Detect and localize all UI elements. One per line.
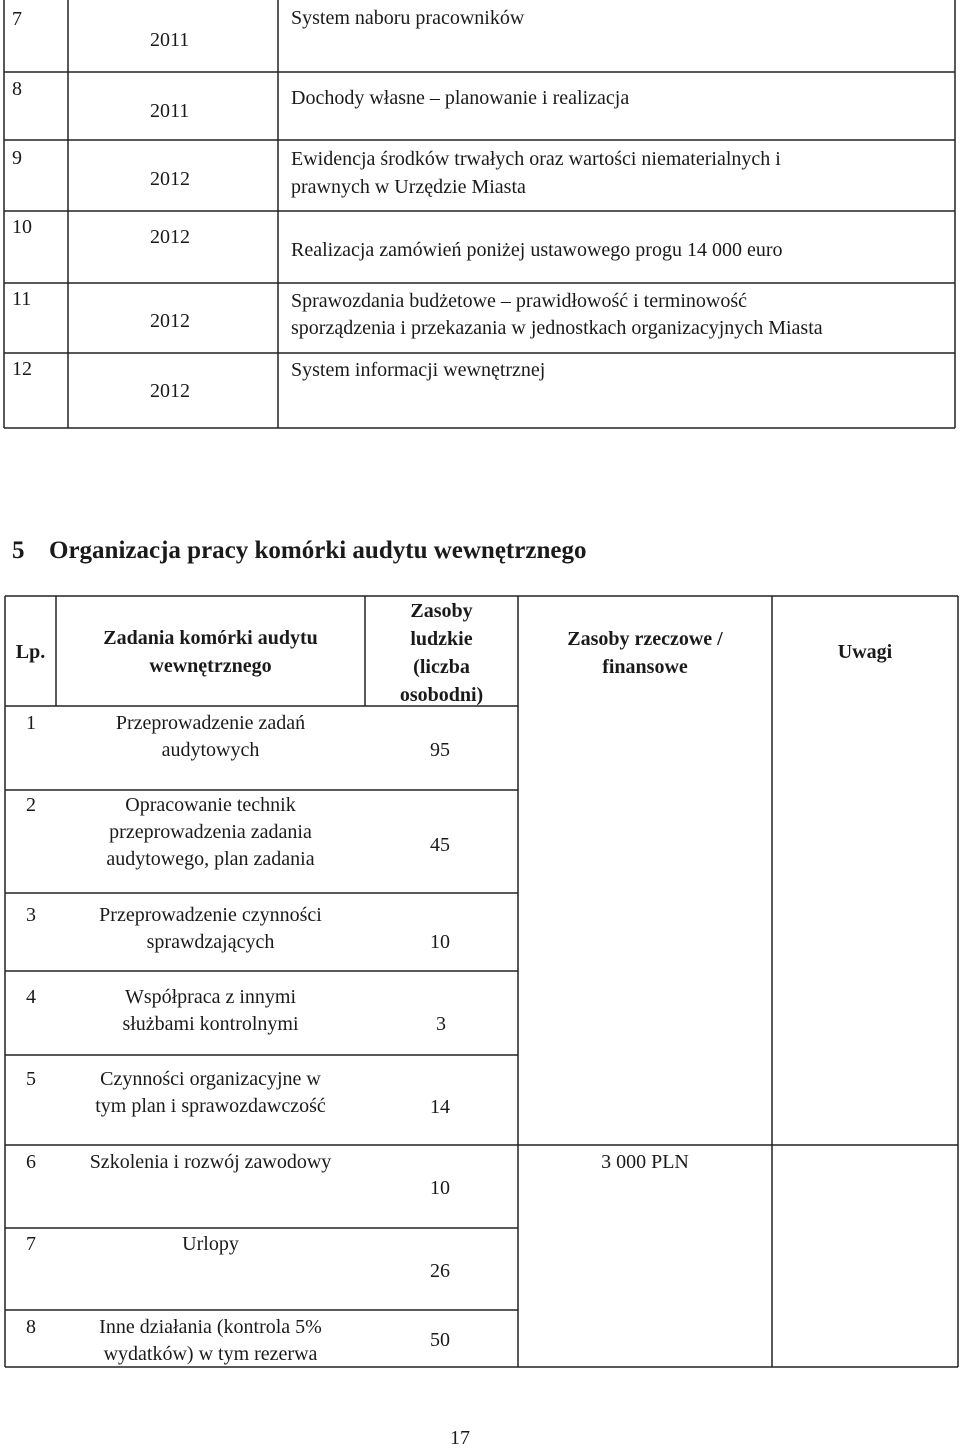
row-number: 10 bbox=[12, 216, 32, 238]
row-days: 14 bbox=[430, 1096, 450, 1118]
header-people bbox=[365, 597, 518, 709]
row-number: 11 bbox=[12, 288, 32, 310]
row-year: 2011 bbox=[150, 29, 190, 51]
header-resources-line: finansowe bbox=[602, 656, 688, 678]
row-task-line: przeprowadzenia zadania bbox=[109, 821, 312, 843]
row-task-line: Szkolenia i rozwój zawodowy bbox=[89, 1151, 332, 1173]
row-number: 9 bbox=[12, 147, 22, 169]
row-days: 50 bbox=[430, 1329, 450, 1351]
row-task-line: Przeprowadzenie czynności bbox=[99, 904, 322, 926]
header-resources-line: Zasoby rzeczowe / bbox=[567, 628, 723, 650]
header-notes: Uwagi bbox=[837, 641, 893, 663]
row-task bbox=[56, 984, 365, 1038]
row-task-line: tym plan i sprawozdawczość bbox=[95, 1095, 326, 1117]
row-days: 10 bbox=[430, 931, 450, 953]
row-title: System naboru pracowników bbox=[291, 7, 525, 29]
row-task bbox=[56, 710, 365, 764]
header-people-line: (liczba bbox=[413, 656, 470, 678]
row-days: 3 bbox=[436, 1013, 446, 1035]
header-people-line: Zasoby bbox=[410, 600, 473, 622]
row-task-line: Czynności organizacyjne w bbox=[100, 1068, 321, 1090]
section-title: Organizacja pracy komórki audytu wewnętrznego bbox=[49, 537, 587, 564]
header-lp: Lp. bbox=[15, 641, 46, 663]
page-number: 17 bbox=[450, 1427, 470, 1449]
row-lp: 6 bbox=[26, 1151, 36, 1173]
row-task bbox=[56, 1231, 365, 1258]
row-task-line: sprawdzających bbox=[146, 931, 275, 953]
row-task bbox=[56, 1149, 365, 1176]
row-number: 7 bbox=[12, 8, 22, 30]
row-task bbox=[56, 1066, 365, 1120]
row-title-line-1: Ewidencja środków trwałych oraz wartości niematerialnych i bbox=[291, 148, 781, 170]
section-number: 5 bbox=[12, 537, 25, 564]
row-title: Realizacja zamówień poniżej ustawowego progu 14 000 euro bbox=[291, 239, 783, 261]
section-heading bbox=[12, 537, 586, 565]
row-title: Dochody własne – planowanie i realizacja bbox=[291, 87, 630, 109]
row-task bbox=[56, 1314, 365, 1368]
row-task-line: Współpraca z innymi bbox=[124, 986, 297, 1008]
row-title-line-2: sporządzenia i przekazania w jednostkach organizacyjnych Miasta bbox=[291, 317, 823, 339]
row-lp: 4 bbox=[26, 986, 36, 1008]
row-lp: 3 bbox=[26, 904, 36, 926]
row-year: 2012 bbox=[150, 226, 190, 248]
header-tasks bbox=[56, 624, 365, 680]
header-resources bbox=[518, 625, 772, 681]
row-lp: 5 bbox=[26, 1068, 36, 1090]
row-resources: 3 000 PLN bbox=[601, 1151, 689, 1173]
row-lp: 1 bbox=[26, 712, 36, 734]
row-task-line: audytowego, plan zadania bbox=[106, 848, 315, 870]
row-task-line: Inne działania (kontrola 5% bbox=[99, 1316, 322, 1338]
row-days: 10 bbox=[430, 1177, 450, 1199]
row-task-line: Opracowanie technik bbox=[125, 794, 296, 816]
row-year: 2012 bbox=[150, 310, 190, 332]
row-days: 95 bbox=[430, 739, 450, 761]
row-lp: 2 bbox=[26, 794, 36, 816]
row-task-line: Przeprowadzenie zadań bbox=[115, 712, 306, 734]
row-year: 2012 bbox=[150, 168, 190, 190]
header-people-line: osobodni) bbox=[399, 684, 484, 706]
row-number: 8 bbox=[12, 78, 22, 100]
row-lp: 7 bbox=[26, 1233, 36, 1255]
row-number: 12 bbox=[12, 358, 32, 380]
row-task-line: wydatków) w tym rezerwa bbox=[103, 1343, 318, 1365]
row-title: System informacji wewnętrznej bbox=[291, 359, 546, 381]
header-tasks-line: wewnętrznego bbox=[149, 655, 272, 677]
row-title-line-1: Sprawozdania budżetowe – prawidłowość i terminowość bbox=[291, 290, 747, 312]
row-year: 2011 bbox=[150, 100, 190, 122]
header-people-line: ludzkie bbox=[410, 628, 473, 650]
row-task bbox=[56, 792, 365, 873]
row-task-line: Urlopy bbox=[182, 1233, 239, 1255]
header-tasks-line: Zadania komórki audytu bbox=[103, 627, 318, 649]
row-title-line-2: prawnych w Urzędzie Miasta bbox=[291, 176, 526, 198]
row-year: 2012 bbox=[150, 380, 190, 402]
row-task-line: służbami kontrolnymi bbox=[122, 1013, 299, 1035]
row-days: 26 bbox=[430, 1260, 450, 1282]
row-task-line: audytowych bbox=[161, 739, 260, 761]
row-lp: 8 bbox=[26, 1316, 36, 1338]
row-task bbox=[56, 902, 365, 956]
row-days: 45 bbox=[430, 834, 450, 856]
